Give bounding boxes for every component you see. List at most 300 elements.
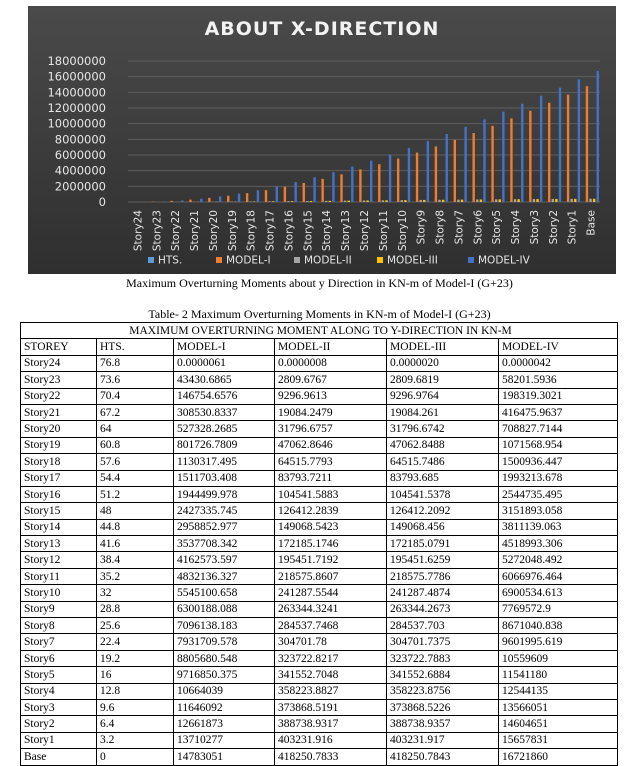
- value-cell: 373868.5191: [275, 699, 387, 715]
- table-row: [21, 634, 618, 650]
- value-cell: 5545100.658: [174, 585, 275, 601]
- x-tick-label: Story9: [416, 210, 428, 244]
- table-row: [21, 355, 618, 371]
- bar-model-iv-story12: [370, 161, 372, 202]
- value-cell: 304701.78: [275, 634, 387, 650]
- value-cell: 13710277: [174, 732, 275, 748]
- x-tick-label: Story16: [283, 210, 295, 251]
- value-cell: 73.6: [97, 372, 174, 388]
- value-cell: 3811139.063: [499, 519, 618, 535]
- value-cell: 323722.8217: [275, 650, 387, 666]
- table-row: [21, 454, 618, 470]
- bar-model-iii-story4: [517, 199, 519, 202]
- value-cell: 323722.7883: [387, 650, 499, 666]
- legend-label: MODEL-II: [304, 255, 352, 267]
- table-row: [21, 585, 618, 601]
- x-tick-label: Story6: [472, 210, 484, 245]
- value-cell: 7931709.578: [174, 634, 275, 650]
- table-row: [21, 486, 618, 502]
- table-title: Table- 2 Maximum Overturning Moments in KN-m of Model-I (G+23): [0, 307, 639, 321]
- bar-model-ii-story1: [570, 199, 572, 202]
- value-cell: 10559609: [499, 650, 618, 666]
- bar-model-i-story18: [246, 193, 248, 202]
- header-cell: MODEL-II: [275, 339, 387, 355]
- bar-model-iv-story7: [464, 127, 466, 202]
- value-cell: 9601995.619: [499, 634, 618, 650]
- y-tick-label: 14000000: [47, 85, 106, 99]
- legend-label: HTS.: [158, 255, 182, 267]
- bar-model-i-story4: [510, 118, 512, 202]
- bar-model-iii-story11: [385, 200, 387, 202]
- bar-model-ii-story14: [325, 201, 327, 202]
- value-cell: 527328.2685: [174, 421, 275, 437]
- value-cell: 11541180: [499, 667, 618, 683]
- bar-model-iii-story16: [291, 201, 293, 202]
- table-row: [21, 650, 618, 666]
- value-cell: 15657831: [499, 732, 618, 748]
- value-cell: 0.0000008: [275, 355, 387, 371]
- bar-model-iii-story5: [499, 199, 501, 202]
- x-tick-label: Story11: [378, 210, 390, 251]
- bar-model-i-story14: [321, 179, 323, 202]
- bar-model-iv-story21: [200, 199, 202, 202]
- storey-cell: Story16: [21, 486, 97, 502]
- storey-cell: Story23: [21, 372, 97, 388]
- value-cell: 284537.703: [387, 618, 499, 634]
- value-cell: 1130317.495: [174, 454, 275, 470]
- bar-model-ii-story2: [552, 199, 554, 202]
- table-row: [21, 749, 618, 765]
- header-cell: MODEL-III: [387, 339, 499, 355]
- bar-model-iv-story2: [559, 88, 561, 202]
- value-cell: 4832136.327: [174, 568, 275, 584]
- chart-title: ABOUT X-DIRECTION: [205, 18, 440, 40]
- value-cell: 38.4: [97, 552, 174, 568]
- bar-model-iv-story19: [238, 194, 240, 202]
- table-banner: MAXIMUM OVERTURNING MOMENT ALONG TO Y-DIRECTION IN KN-M: [21, 323, 618, 339]
- bar-model-iv-story4: [521, 104, 523, 202]
- x-tick-label: Story18: [246, 210, 258, 251]
- bar-model-ii-story13: [344, 201, 346, 202]
- value-cell: 104541.5883: [275, 486, 387, 502]
- x-tick-label: Story15: [302, 210, 314, 251]
- figure-caption: Maximum Overturning Moments about y Direction in KN-m of Model-I (G+23): [0, 276, 639, 290]
- bar-model-i-story21: [189, 200, 191, 202]
- value-cell: 28.8: [97, 601, 174, 617]
- table-row: [21, 552, 618, 568]
- value-cell: 241287.5544: [275, 585, 387, 601]
- bar-model-iv-story14: [332, 172, 334, 202]
- y-tick-label: 10000000: [47, 117, 106, 131]
- data-table: [20, 322, 618, 766]
- x-tick-label: Story2: [548, 210, 560, 244]
- bar-model-iv-story18: [257, 190, 259, 202]
- value-cell: 1993213.678: [499, 470, 618, 486]
- bar-model-i-story22: [170, 201, 172, 202]
- bar-model-iv-story3: [540, 96, 542, 202]
- value-cell: 35.2: [97, 568, 174, 584]
- x-tick-label: Story23: [151, 210, 163, 251]
- table-row: [21, 372, 618, 388]
- bar-model-iv-story6: [483, 119, 485, 202]
- value-cell: 358223.8827: [275, 683, 387, 699]
- table-row: [21, 388, 618, 404]
- bar-model-ii-story10: [401, 200, 403, 202]
- value-cell: 44.8: [97, 519, 174, 535]
- value-cell: 0: [97, 749, 174, 765]
- storey-cell: Story18: [21, 454, 97, 470]
- legend-swatch: [294, 257, 300, 263]
- storey-cell: Story11: [21, 568, 97, 584]
- y-tick-label: 12000000: [47, 101, 106, 115]
- x-tick-label: Story13: [340, 210, 352, 251]
- bar-model-i-story20: [208, 198, 210, 202]
- bar-model-i-story9: [416, 153, 418, 202]
- storey-cell: Story4: [21, 683, 97, 699]
- value-cell: 12544135: [499, 683, 618, 699]
- x-tick-label: Story7: [453, 210, 465, 244]
- bar-model-iv-story17: [276, 186, 278, 202]
- value-cell: 14783051: [174, 749, 275, 765]
- bar-model-ii-story16: [287, 201, 289, 202]
- table-row: [21, 470, 618, 486]
- value-cell: 51.2: [97, 486, 174, 502]
- table-row: [21, 568, 618, 584]
- value-cell: 104541.5378: [387, 486, 499, 502]
- value-cell: 6.4: [97, 716, 174, 732]
- value-cell: 0.0000061: [174, 355, 275, 371]
- bar-model-ii-story4: [514, 199, 516, 202]
- table-row: [21, 732, 618, 748]
- table-row: [21, 699, 618, 715]
- x-tick-label: Story14: [321, 210, 333, 251]
- storey-cell: Story15: [21, 503, 97, 519]
- value-cell: 41.6: [97, 536, 174, 552]
- value-cell: 19084.261: [387, 404, 499, 420]
- legend-swatch: [148, 257, 154, 263]
- value-cell: 0.0000042: [499, 355, 618, 371]
- value-cell: 241287.4874: [387, 585, 499, 601]
- y-tick-labels: [47, 54, 106, 209]
- bar-model-i-story7: [454, 140, 456, 202]
- value-cell: 1944499.978: [174, 486, 275, 502]
- bar-model-iv-base: [597, 71, 599, 202]
- storey-cell: Story22: [21, 388, 97, 404]
- value-cell: 11646092: [174, 699, 275, 715]
- bar-model-ii-story15: [306, 201, 308, 202]
- value-cell: 308530.8337: [174, 404, 275, 420]
- value-cell: 373868.5226: [387, 699, 499, 715]
- bar-model-ii-story6: [476, 199, 478, 202]
- value-cell: 9296.9764: [387, 388, 499, 404]
- value-cell: 1500936.447: [499, 454, 618, 470]
- value-cell: 708827.7144: [499, 421, 618, 437]
- bar-model-i-story19: [227, 196, 229, 202]
- bar-model-ii-story17: [268, 201, 270, 202]
- value-cell: 388738.9357: [387, 716, 499, 732]
- bar-model-ii-story5: [495, 199, 497, 202]
- value-cell: 9.6: [97, 699, 174, 715]
- value-cell: 19084.2479: [275, 404, 387, 420]
- value-cell: 2809.6767: [275, 372, 387, 388]
- bar-model-i-story15: [303, 183, 305, 202]
- bar-model-iii-story2: [555, 199, 557, 202]
- value-cell: 2544735.495: [499, 486, 618, 502]
- bar-model-iii-story7: [461, 200, 463, 202]
- bar-model-i-story8: [435, 146, 437, 202]
- x-tick-label: Story5: [491, 210, 503, 244]
- x-tick-label: Story24: [132, 210, 144, 251]
- storey-cell: Story2: [21, 716, 97, 732]
- bar-model-i-story16: [284, 187, 286, 202]
- storey-cell: Story10: [21, 585, 97, 601]
- value-cell: 9716850.375: [174, 667, 275, 683]
- bar-model-ii-story11: [382, 200, 384, 202]
- value-cell: 70.4: [97, 388, 174, 404]
- y-tick-label: 8000000: [55, 132, 106, 146]
- value-cell: 304701.7375: [387, 634, 499, 650]
- bar-model-ii-story8: [438, 200, 440, 202]
- value-cell: 54.4: [97, 470, 174, 486]
- value-cell: 14604651: [499, 716, 618, 732]
- value-cell: 284537.7468: [275, 618, 387, 634]
- value-cell: 10664039: [174, 683, 275, 699]
- value-cell: 195451.6259: [387, 552, 499, 568]
- bar-model-iv-story5: [502, 112, 504, 202]
- bar-model-ii-story3: [533, 199, 535, 202]
- table-row: [21, 404, 618, 420]
- value-cell: 149068.456: [387, 519, 499, 535]
- value-cell: 3537708.342: [174, 536, 275, 552]
- bar-model-iii-story1: [574, 199, 576, 202]
- bar-model-iii-story8: [442, 200, 444, 202]
- table-row: [21, 421, 618, 437]
- bar-model-iv-story16: [294, 182, 296, 202]
- table-row: [21, 519, 618, 535]
- value-cell: 16: [97, 667, 174, 683]
- bar-model-iv-story15: [313, 177, 315, 202]
- header-cell: HTS.: [97, 339, 174, 355]
- x-tick-label: Story8: [435, 210, 447, 244]
- bar-model-iv-story13: [351, 167, 353, 202]
- value-cell: 1511703.408: [174, 470, 275, 486]
- value-cell: 48: [97, 503, 174, 519]
- value-cell: 47062.8488: [387, 437, 499, 453]
- storey-cell: Story9: [21, 601, 97, 617]
- value-cell: 418250.7833: [275, 749, 387, 765]
- table-row: [21, 536, 618, 552]
- table-banner-row: [21, 323, 618, 339]
- x-tick-label: Story1: [567, 210, 579, 244]
- value-cell: 5272048.492: [499, 552, 618, 568]
- storey-cell: Story17: [21, 470, 97, 486]
- value-cell: 9296.9613: [275, 388, 387, 404]
- value-cell: 126412.2839: [275, 503, 387, 519]
- value-cell: 0.0000020: [387, 355, 499, 371]
- x-tick-label: Story20: [208, 210, 220, 251]
- value-cell: 58201.5936: [499, 372, 618, 388]
- bar-model-iii-story9: [423, 200, 425, 202]
- legend-swatch: [468, 257, 474, 263]
- value-cell: 31796.6742: [387, 421, 499, 437]
- storey-cell: Story12: [21, 552, 97, 568]
- value-cell: 4518993.306: [499, 536, 618, 552]
- value-cell: 76.8: [97, 355, 174, 371]
- value-cell: 2958852.977: [174, 519, 275, 535]
- bar-model-iii-story12: [366, 200, 368, 202]
- storey-cell: Story7: [21, 634, 97, 650]
- value-cell: 341552.7048: [275, 667, 387, 683]
- storey-cell: Story13: [21, 536, 97, 552]
- table-row: [21, 618, 618, 634]
- y-tick-label: 18000000: [47, 54, 106, 68]
- table-header-row: [21, 339, 618, 355]
- value-cell: 60.8: [97, 437, 174, 453]
- value-cell: 403231.916: [275, 732, 387, 748]
- value-cell: 64: [97, 421, 174, 437]
- value-cell: 4162573.597: [174, 552, 275, 568]
- value-cell: 6900534.613: [499, 585, 618, 601]
- header-cell: MODEL-IV: [499, 339, 618, 355]
- storey-cell: Story6: [21, 650, 97, 666]
- bar-model-iv-story20: [219, 196, 221, 202]
- bar-chart: [28, 6, 616, 274]
- bar-model-i-story5: [491, 126, 493, 202]
- legend-swatch: [216, 257, 222, 263]
- storey-cell: Story21: [21, 404, 97, 420]
- value-cell: 341552.6884: [387, 667, 499, 683]
- bar-model-iii-story15: [310, 201, 312, 202]
- bar-model-iv-story9: [427, 141, 429, 202]
- value-cell: 22.4: [97, 634, 174, 650]
- value-cell: 388738.9317: [275, 716, 387, 732]
- x-tick-label: Story4: [510, 210, 522, 245]
- storey-cell: Story20: [21, 421, 97, 437]
- bar-model-ii-story9: [419, 200, 421, 202]
- value-cell: 3151893.058: [499, 503, 618, 519]
- x-tick-label: Story10: [397, 210, 409, 251]
- bar-model-i-story12: [359, 169, 361, 202]
- x-tick-label: Story19: [227, 210, 239, 251]
- bar-model-i-story3: [529, 111, 531, 202]
- value-cell: 25.6: [97, 618, 174, 634]
- bar-model-i-story11: [378, 164, 380, 202]
- value-cell: 195451.7192: [275, 552, 387, 568]
- header-cell: MODEL-I: [174, 339, 275, 355]
- value-cell: 31796.6757: [275, 421, 387, 437]
- value-cell: 12661873: [174, 716, 275, 732]
- value-cell: 12.8: [97, 683, 174, 699]
- table-row: [21, 503, 618, 519]
- bar-model-i-base: [586, 86, 588, 202]
- value-cell: 263344.2673: [387, 601, 499, 617]
- value-cell: 418250.7843: [387, 749, 499, 765]
- table-row: [21, 437, 618, 453]
- value-cell: 64515.7486: [387, 454, 499, 470]
- legend-swatch: [377, 257, 383, 263]
- value-cell: 218575.8607: [275, 568, 387, 584]
- chart-panel: [28, 6, 616, 274]
- value-cell: 358223.8756: [387, 683, 499, 699]
- value-cell: 6066976.464: [499, 568, 618, 584]
- y-tick-label: 16000000: [47, 70, 106, 84]
- value-cell: 218575.7786: [387, 568, 499, 584]
- value-cell: 263344.3241: [275, 601, 387, 617]
- bar-model-iv-story10: [408, 148, 410, 202]
- bar-model-ii-base: [589, 199, 591, 202]
- header-cell: STOREY: [21, 339, 97, 355]
- legend-label: MODEL-I: [226, 255, 271, 267]
- table-row: [21, 683, 618, 699]
- table-row: [21, 716, 618, 732]
- value-cell: 172185.0791: [387, 536, 499, 552]
- x-tick-label: Story21: [189, 210, 201, 251]
- bar-model-iii-base: [593, 199, 595, 202]
- bar-model-iii-story17: [272, 201, 274, 202]
- value-cell: 32: [97, 585, 174, 601]
- bar-model-i-story2: [548, 103, 550, 202]
- y-tick-label: 4000000: [55, 164, 106, 178]
- storey-cell: Story24: [21, 355, 97, 371]
- bar-model-iii-story3: [536, 199, 538, 202]
- y-tick-label: 6000000: [55, 148, 106, 162]
- value-cell: 13566051: [499, 699, 618, 715]
- bar-model-i-story1: [567, 95, 569, 202]
- value-cell: 416475.9637: [499, 404, 618, 420]
- value-cell: 64515.7793: [275, 454, 387, 470]
- storey-cell: Story1: [21, 732, 97, 748]
- storey-cell: Base: [21, 749, 97, 765]
- value-cell: 57.6: [97, 454, 174, 470]
- value-cell: 2809.6819: [387, 372, 499, 388]
- value-cell: 8805680.548: [174, 650, 275, 666]
- bar-model-iv-story8: [446, 134, 448, 202]
- x-tick-label: Story17: [265, 210, 277, 251]
- bar-model-i-story6: [472, 133, 474, 202]
- value-cell: 43430.6865: [174, 372, 275, 388]
- value-cell: 403231.917: [387, 732, 499, 748]
- value-cell: 149068.5423: [275, 519, 387, 535]
- x-tick-label: Story12: [359, 210, 371, 251]
- x-tick-label: Story3: [529, 210, 541, 244]
- bar-model-iii-story13: [348, 201, 350, 202]
- storey-cell: Story5: [21, 667, 97, 683]
- value-cell: 7096138.183: [174, 618, 275, 634]
- storey-cell: Story14: [21, 519, 97, 535]
- bar-model-iii-story10: [404, 200, 406, 202]
- bar-model-iii-story18: [253, 201, 255, 202]
- value-cell: 172185.1746: [275, 536, 387, 552]
- bar-model-ii-story7: [457, 200, 459, 202]
- legend-label: MODEL-IV: [478, 255, 531, 267]
- value-cell: 6300188.088: [174, 601, 275, 617]
- value-cell: 67.2: [97, 404, 174, 420]
- value-cell: 146754.6576: [174, 388, 275, 404]
- bar-model-i-story17: [265, 190, 267, 202]
- bar-model-iii-story14: [329, 201, 331, 202]
- bar-model-ii-story12: [363, 200, 365, 202]
- legend-label: MODEL-III: [387, 255, 438, 267]
- bar-model-iv-story11: [389, 154, 391, 202]
- y-tick-label: 0: [99, 195, 106, 209]
- value-cell: 47062.8646: [275, 437, 387, 453]
- value-cell: 19.2: [97, 650, 174, 666]
- value-cell: 801726.7809: [174, 437, 275, 453]
- value-cell: 2427335.745: [174, 503, 275, 519]
- value-cell: 1071568.954: [499, 437, 618, 453]
- bar-model-iv-story22: [181, 200, 183, 202]
- value-cell: 198319.3021: [499, 388, 618, 404]
